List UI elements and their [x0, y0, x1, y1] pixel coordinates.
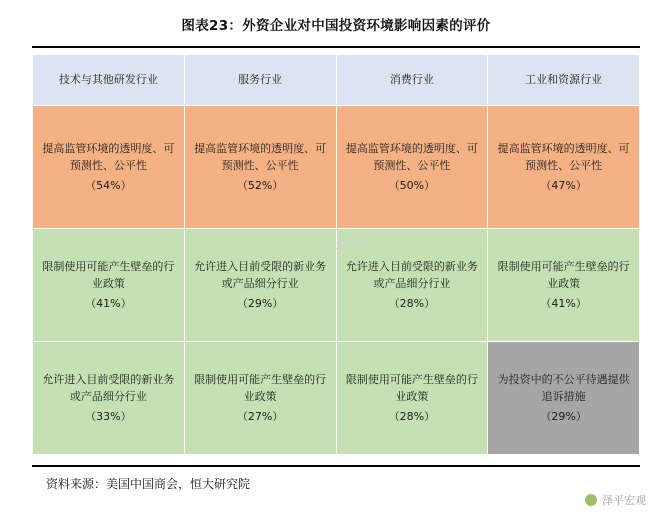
brand-logo-icon	[585, 494, 597, 506]
cell-percent: （41%）	[85, 296, 132, 310]
ranking-matrix	[32, 54, 640, 455]
cell-label: 允许进入目前受限的新业务或产品细分行业	[42, 373, 175, 404]
cell-industrial-rank1	[488, 106, 640, 229]
column-header-industrial: 工业和资源行业	[488, 55, 640, 106]
cell-tech-rank3	[33, 342, 185, 455]
source-note: 资料来源：美国中国商会，恒大研究院	[46, 477, 251, 491]
title-divider	[32, 46, 640, 48]
column-header-consumer: 消费行业	[336, 55, 488, 106]
cell-label: 允许进入目前受限的新业务或产品细分行业	[345, 260, 478, 291]
cell-tech-rank1	[33, 106, 185, 229]
cell-percent: （29%）	[236, 296, 284, 310]
title-block	[32, 0, 640, 42]
cell-label: 限制使用可能产生壁垒的行业政策	[42, 260, 175, 291]
column-header-service: 服务行业	[184, 55, 336, 106]
cell-label: 提高监管环境的透明度、可预测性、公平性	[194, 142, 327, 173]
table-header-row	[33, 55, 640, 106]
brand-watermark	[585, 492, 646, 508]
cell-label: 为投资中的不公平待遇提供追诉措施	[497, 373, 630, 404]
cell-percent: （54%）	[85, 178, 132, 192]
cell-consumer-rank2	[336, 229, 488, 342]
cell-consumer-rank1	[336, 106, 488, 229]
cell-label: 限制使用可能产生壁垒的行业政策	[194, 373, 327, 404]
cell-percent: （52%）	[236, 178, 284, 192]
page-title: 图表23：外资企业对中国投资环境影响因素的评价	[181, 18, 491, 34]
cell-service-rank3	[184, 342, 336, 455]
table-row	[33, 342, 640, 455]
cell-label: 允许进入目前受限的新业务或产品细分行业	[194, 260, 327, 291]
cell-label: 提高监管环境的透明度、可预测性、公平性	[497, 142, 630, 173]
brand-watermark-label: 泽平宏观	[602, 494, 646, 507]
cell-industrial-rank2	[488, 229, 640, 342]
cell-percent: （33%）	[85, 409, 132, 423]
cell-label: 限制使用可能产生壁垒的行业政策	[345, 373, 478, 404]
table-row	[33, 106, 640, 229]
cell-label: 提高监管环境的透明度、可预测性、公平性	[345, 142, 478, 173]
cell-percent: （29%）	[540, 409, 587, 423]
cell-percent: （28%）	[388, 409, 436, 423]
cell-label: 限制使用可能产生壁垒的行业政策	[497, 260, 630, 291]
cell-service-rank1	[184, 106, 336, 229]
cell-consumer-rank3	[336, 342, 488, 455]
cell-label: 提高监管环境的透明度、可预测性、公平性	[42, 142, 175, 173]
cell-industrial-rank3	[488, 342, 640, 455]
cell-percent: （41%）	[540, 296, 587, 310]
cell-percent: （28%）	[388, 296, 436, 310]
cell-percent: （47%）	[540, 178, 587, 192]
cell-service-rank2	[184, 229, 336, 342]
cell-percent: （50%）	[388, 178, 436, 192]
cell-tech-rank2	[33, 229, 185, 342]
center-watermark: 恒大研究院	[317, 237, 369, 254]
table-row	[33, 229, 640, 342]
column-header-tech: 技术与其他研发行业	[33, 55, 185, 106]
cell-percent: （27%）	[236, 409, 284, 423]
